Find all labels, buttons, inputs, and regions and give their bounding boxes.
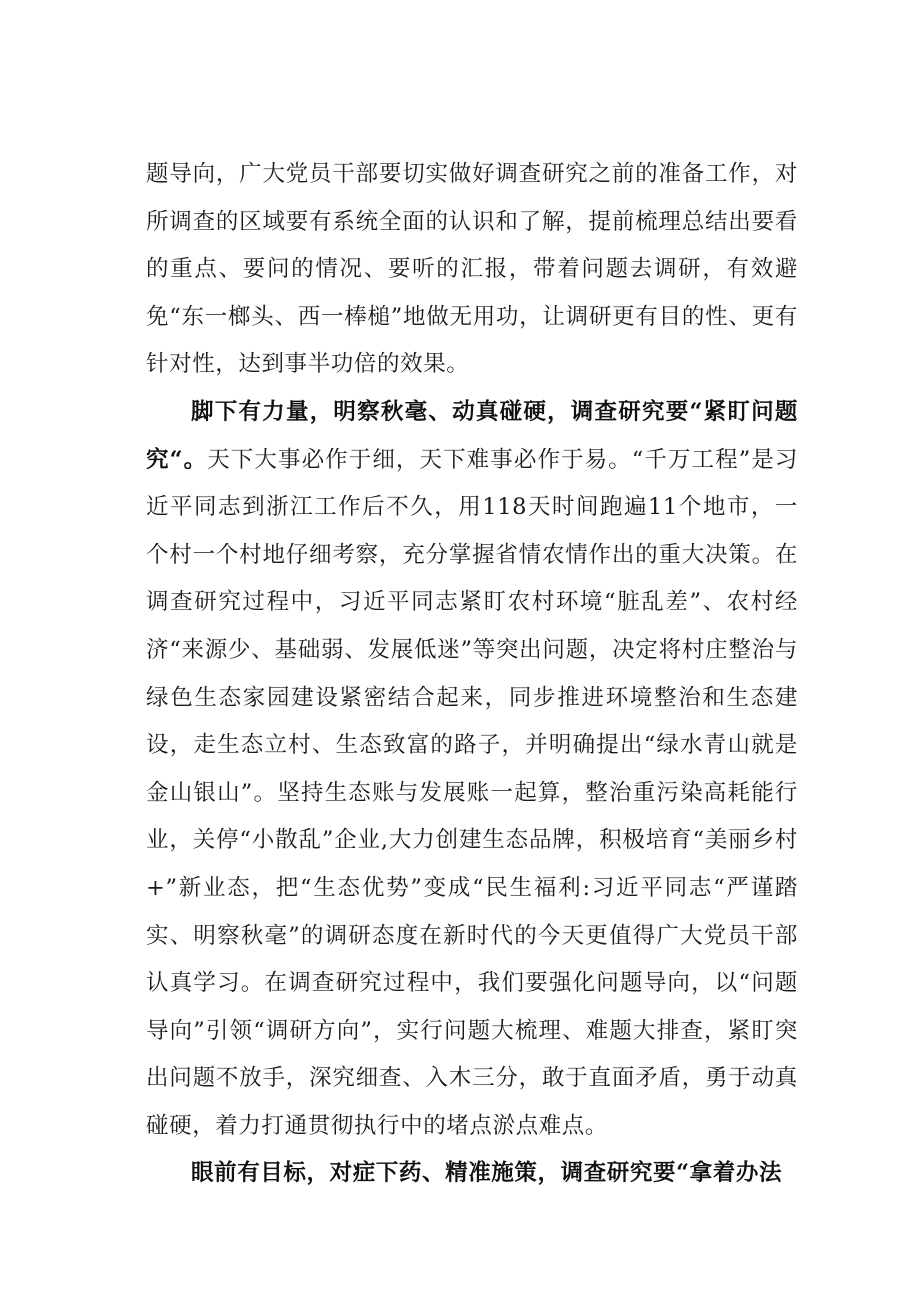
paragraph-2-lead: 脚下有力量，明察秋毫、动真碰硬，调查研究要“紧盯问题究“。 bbox=[146, 398, 798, 473]
paragraph-1 bbox=[146, 151, 798, 389]
paragraph-2-text: 天下大事必作于细，天下难事必作于易。“千万工程”是习近平同志到浙江工作后不久，用118天时间跑遍11个地市，一个村一个村地仔细考察，充分掌握省情农情作出的重大决策。在调查研究过程中，习近平同志紧盯农村环境“脏乱差”、农村经济“来源少、基础弱、发展低迷”等突出问题，决定将村庄整治与绿色生态家园建设紧密结合起来，同步推进环境整治和生态建设，走生态立村、生态致富的路子，并明确提出“绿水青山就是金山银山”。坚持生态账与发展账一起算，整治重污染高耗能行业，关停“小散乱”企业,大力创建生态品牌，积极培育“美丽乡村+”新业态，把“生态优势”变成“民生福利:习近平同志“严谨踏实、明察秋毫”的调研态度在新时代的今天更值得广大党员干部认真学习。在调查研究过程中，我们要强化问题导向，以“问题导向”引领“调研方向”，实行问题大梳理、难题大排查，紧盯突出问题不放手，深究细查、入木三分，敢于直面矛盾，勇于动真碰硬，着力打通贯彻执行中的堵点淤点难点。 bbox=[146, 446, 799, 1139]
paragraph-3-lead: 眼前有目标，对症下药、精准施策，调查研究要“拿着办法 bbox=[191, 1160, 783, 1187]
paragraph-1-text: 题导向，广大党员干部要切实做好调查研究之前的准备工作，对所调查的区域要有系统全面的认识和了解，提前梳理总结出要看的重点、要问的情况、要听的汇报，带着问题去调研，有效避免“东一榔头、西一棒槌”地做无用功，让调研更有目的性、更有针对性，达到事半功倍的效果。 bbox=[146, 161, 798, 378]
document-body bbox=[146, 151, 798, 1198]
paragraph-2 bbox=[146, 389, 798, 1151]
paragraph-3 bbox=[146, 1150, 798, 1198]
